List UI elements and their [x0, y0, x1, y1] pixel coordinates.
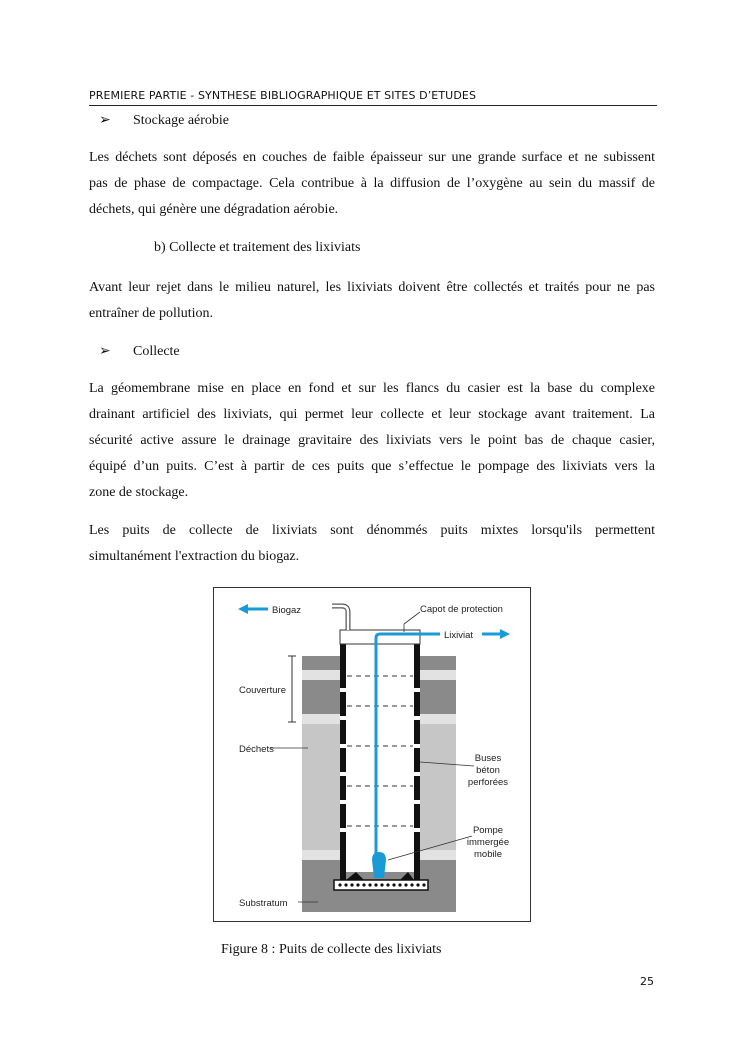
label-pompe-3: mobile — [474, 849, 502, 860]
text-line: simultanément l'extraction du biogaz. — [89, 549, 300, 564]
text-line: La géomembrane mise en place en fond et sur les flancs du casier est la base du complexe — [89, 381, 655, 396]
paragraph-collecte — [89, 376, 655, 506]
soil-layers-right — [418, 656, 456, 912]
text-line: entraîner de pollution. — [89, 306, 214, 321]
well-casing — [334, 630, 428, 890]
text-line: déchets, qui génère une dégradation aérobie. — [89, 202, 339, 217]
text-line: Avant leur rejet dans le milieu naturel, les lixiviats doivent être collectés et traités pour ne pas — [89, 280, 655, 295]
label-substratum: Substratum — [239, 898, 288, 909]
pump-icon — [372, 852, 386, 878]
well-diagram-svg — [214, 588, 530, 921]
label-lixiviat: Lixiviat — [444, 630, 474, 641]
label-pompe-2: immergée — [466, 837, 510, 848]
text-line: drainant artificiel des lixiviats, qui permet leur collecte et leur stockage avant traitement. La — [89, 407, 655, 422]
label-buses-2: béton — [476, 765, 500, 776]
label-pompe-1: Pompe — [472, 825, 504, 836]
label-capot: Capot de protection — [420, 604, 503, 615]
page-number: 25 — [640, 975, 654, 988]
text-line: Les déchets sont déposés en couches de faible épaisseur sur une grande surface et ne subissent — [89, 150, 655, 165]
label-dechets: Déchets — [239, 744, 274, 755]
label-couverture: Couverture — [239, 685, 286, 696]
bullet-arrow-icon: ➢ — [99, 344, 111, 359]
paragraph-stockage-aerobie — [89, 145, 655, 223]
label-buses-3: perforées — [467, 777, 509, 788]
bullet-heading-stockage-aerobie — [99, 112, 229, 129]
bullet-heading-collecte — [99, 343, 180, 360]
bullet-arrow-icon: ➢ — [99, 113, 111, 128]
paragraph-collecte-traitement — [89, 275, 655, 327]
label-biogaz: Biogaz — [272, 605, 302, 616]
figure-caption: Figure 8 : Puits de collecte des lixiviats — [221, 942, 442, 957]
running-header: PREMIERE PARTIE - SYNTHESE BIBLIOGRAPHIQUE ET SITES D’ETUDES — [89, 89, 657, 106]
text-line: pas de phase de compactage. Cela contribue à la diffusion de l’oxygène au sein du massif de — [89, 176, 655, 191]
text-line: Les puits de collecte de lixiviats sont dénommés puits mixtes lorsqu'ils permettent — [89, 523, 655, 538]
heading-text: Collecte — [133, 344, 180, 359]
text-line: sécurité active assure le drainage gravitaire des lixiviats vers le point bas de chaque casier, — [89, 433, 655, 448]
figure-well-diagram — [213, 587, 531, 922]
couverture-bracket — [288, 656, 296, 722]
subheading-collecte-traitement: b) Collecte et traitement des lixiviats — [154, 240, 361, 255]
biogaz-pipe — [332, 606, 348, 630]
heading-text: Stockage aérobie — [133, 113, 230, 128]
label-buses-1: Buses — [474, 753, 502, 764]
text-line: zone de stockage. — [89, 485, 189, 500]
biogaz-arrow-icon — [238, 604, 268, 614]
soil-layers-left — [302, 656, 342, 912]
paragraph-puits-mixtes — [89, 518, 655, 570]
text-line: équipé d’un puits. C’est à partir de ces puits que s’effectue le pompage des lixiviats vers la — [89, 459, 655, 474]
